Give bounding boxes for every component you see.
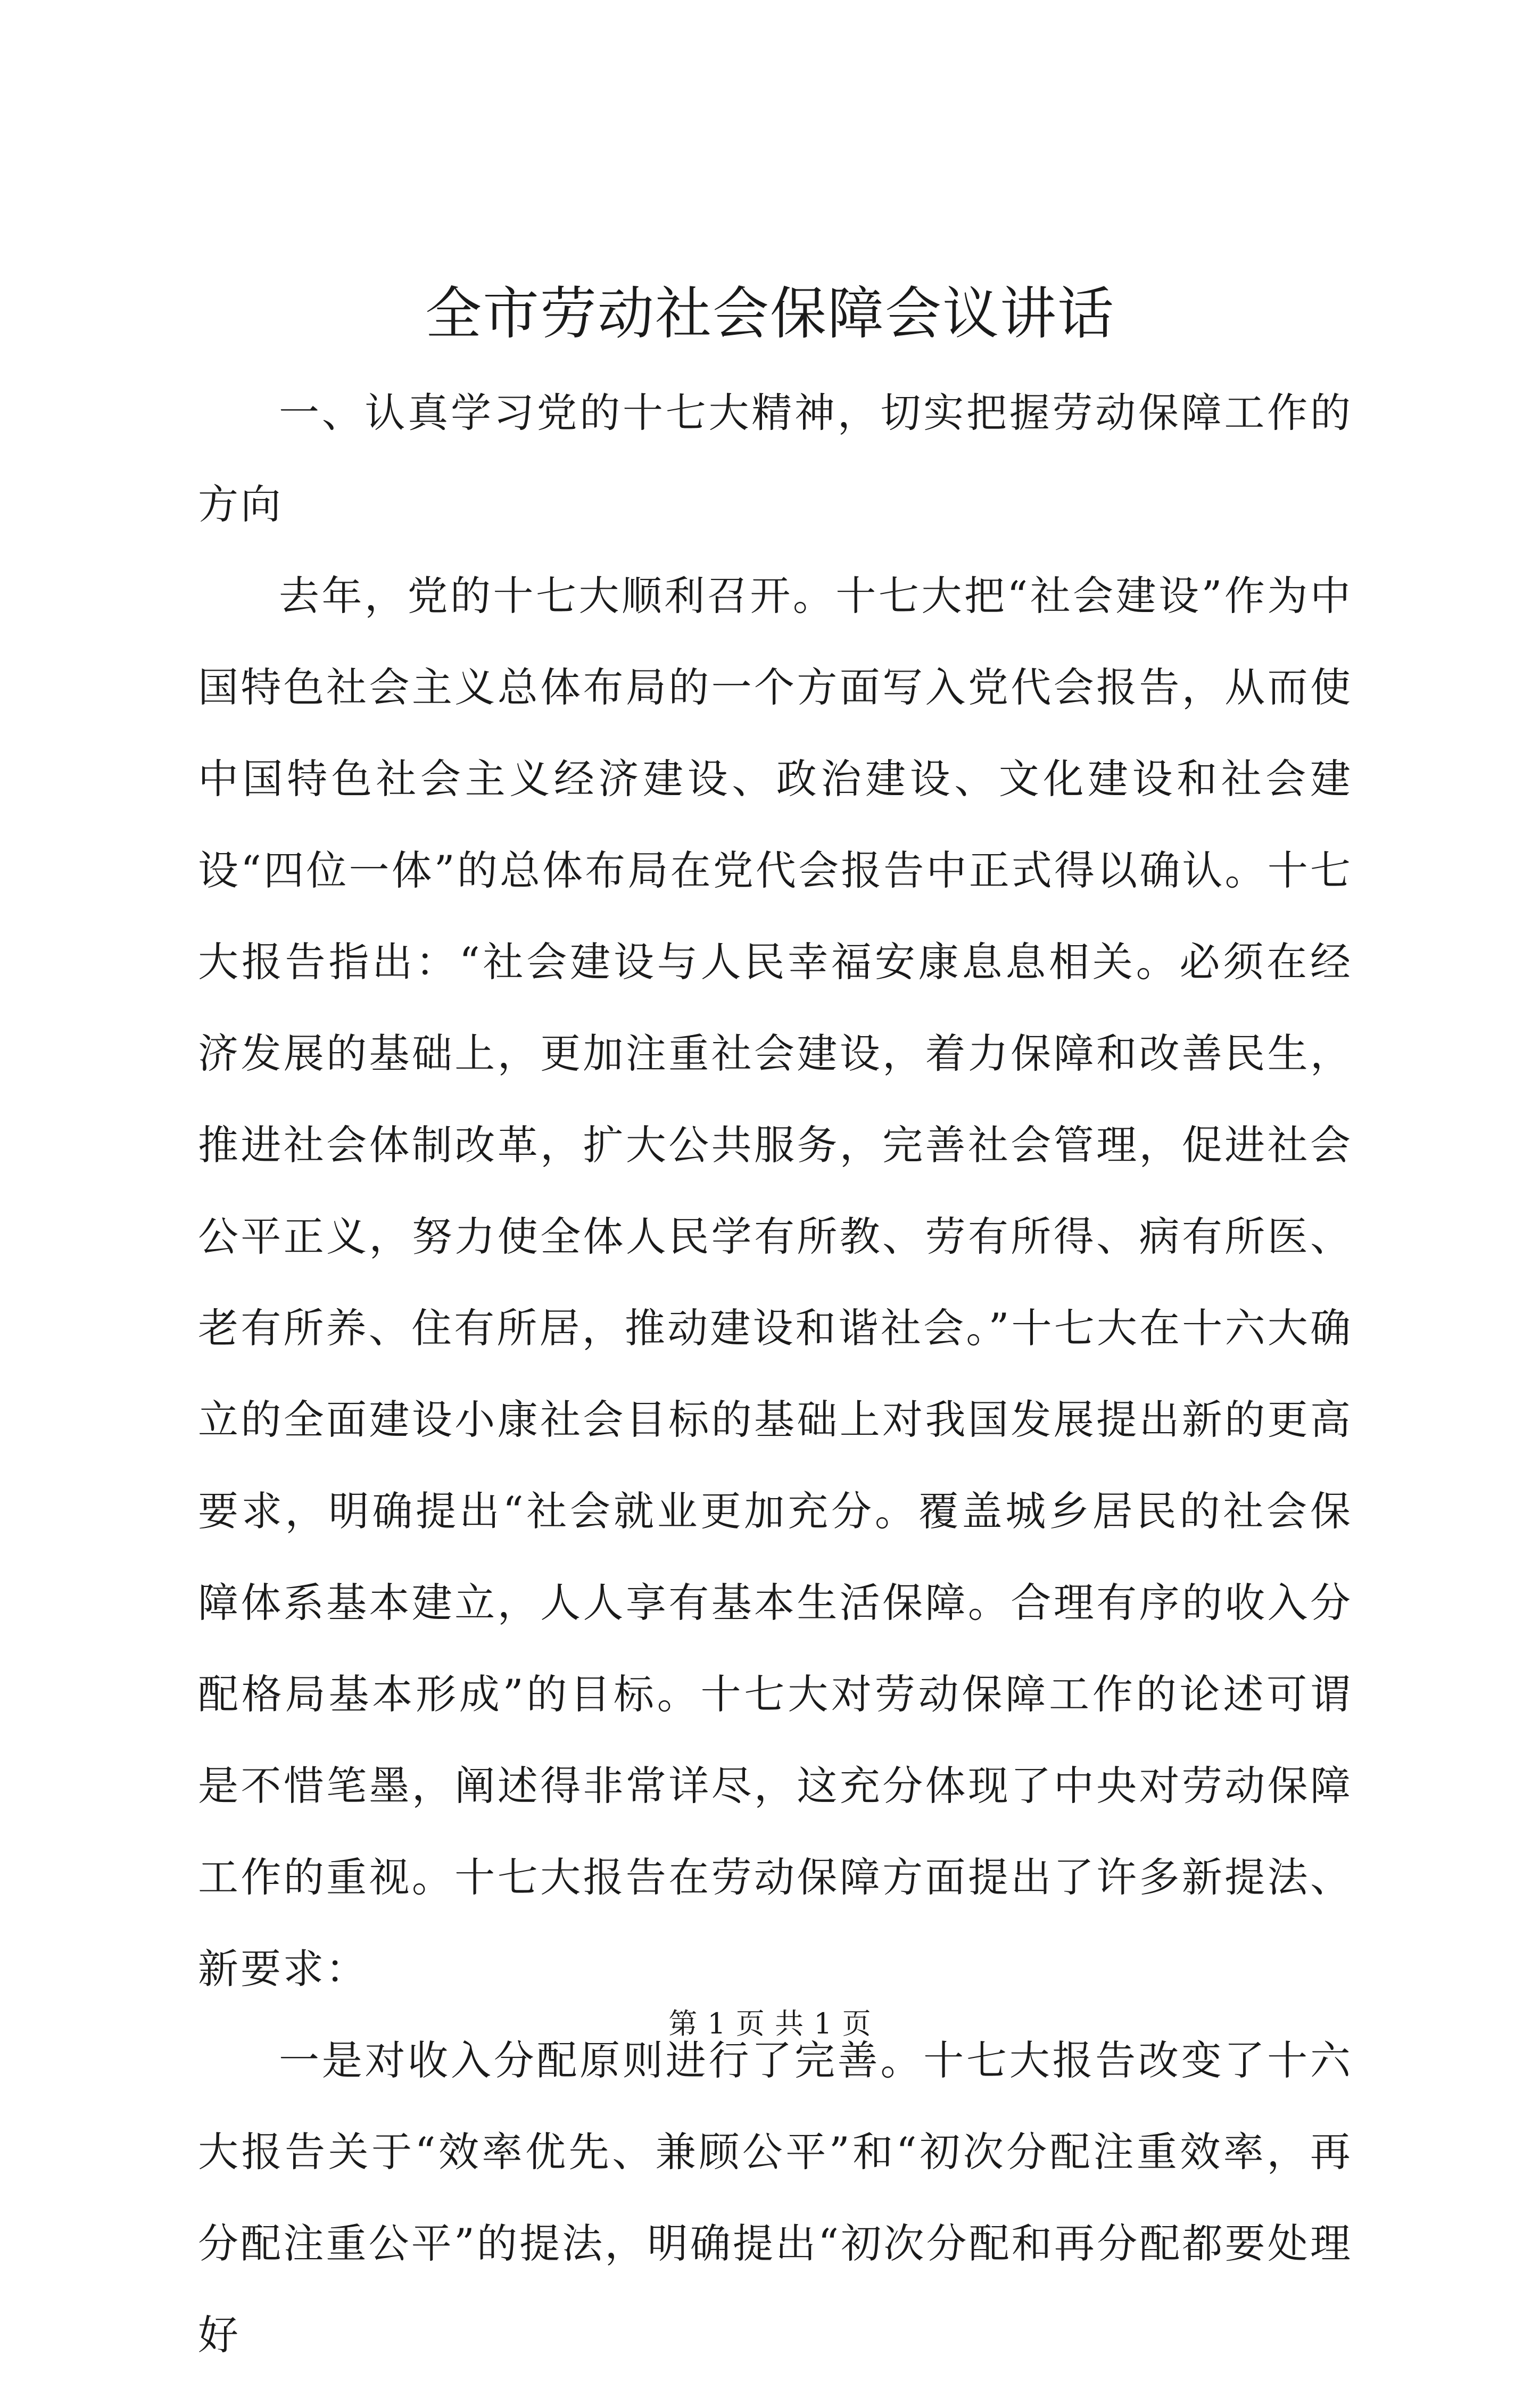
document-body [198, 367, 1353, 2381]
body-paragraph: 一是对收入分配原则进行了完善。十七大报告改变了十六大报告关于“效率优先、兼顾公平”和“初次分配注重效率，再分配注重公平”的提法，明确提出“初次分配和再分配都要处理好 [198, 2037, 1353, 2359]
page-footer: 第 1 页 共 1 页 [668, 2007, 872, 2040]
document-title: 全市劳动社会保障会议讲话 [425, 281, 1115, 346]
body-paragraph: 去年，党的十七大顺利召开。十七大把“社会建设”作为中国特色社会主义总体布局的一个方面写入党代会报告，从而使中国特色社会主义经济建设、政治建设、文化建设和社会建设“四位一体”的总体布局在党代会报告中正式得以确认。十七大报告指出：“社会建设与人民幸福安康息息相关。必须在经济发展的基础上，更加注重社会建设，着力保障和改善民生，推进社会体制改革，扩大公共服务，完善社会管理，促进社会公平正义，努力使全体人民学有所教、劳有所得、病有所医、老有所养、住有所居，推动建设和谐社会。”十七大在十六大确立的全面建设小康社会目标的基础上对我国发展提出新的更高要求，明确提出“社会就业更加充分。覆盖城乡居民的社会保障体系基本建立，人人享有基本生活保障。合理有序的收入分配格局基本形成”的目标。十七大对劳动保障工作的论述可谓是不惜笔墨，阐述得非常详尽，这充分体现了中央对劳动保障工作的重视。十七大报告在劳动保障方面提出了许多新提法、新要求： [198, 572, 1353, 1993]
section-heading: 一、认真学习党的十七大精神，切实把握劳动保障工作的方向 [198, 389, 1353, 528]
